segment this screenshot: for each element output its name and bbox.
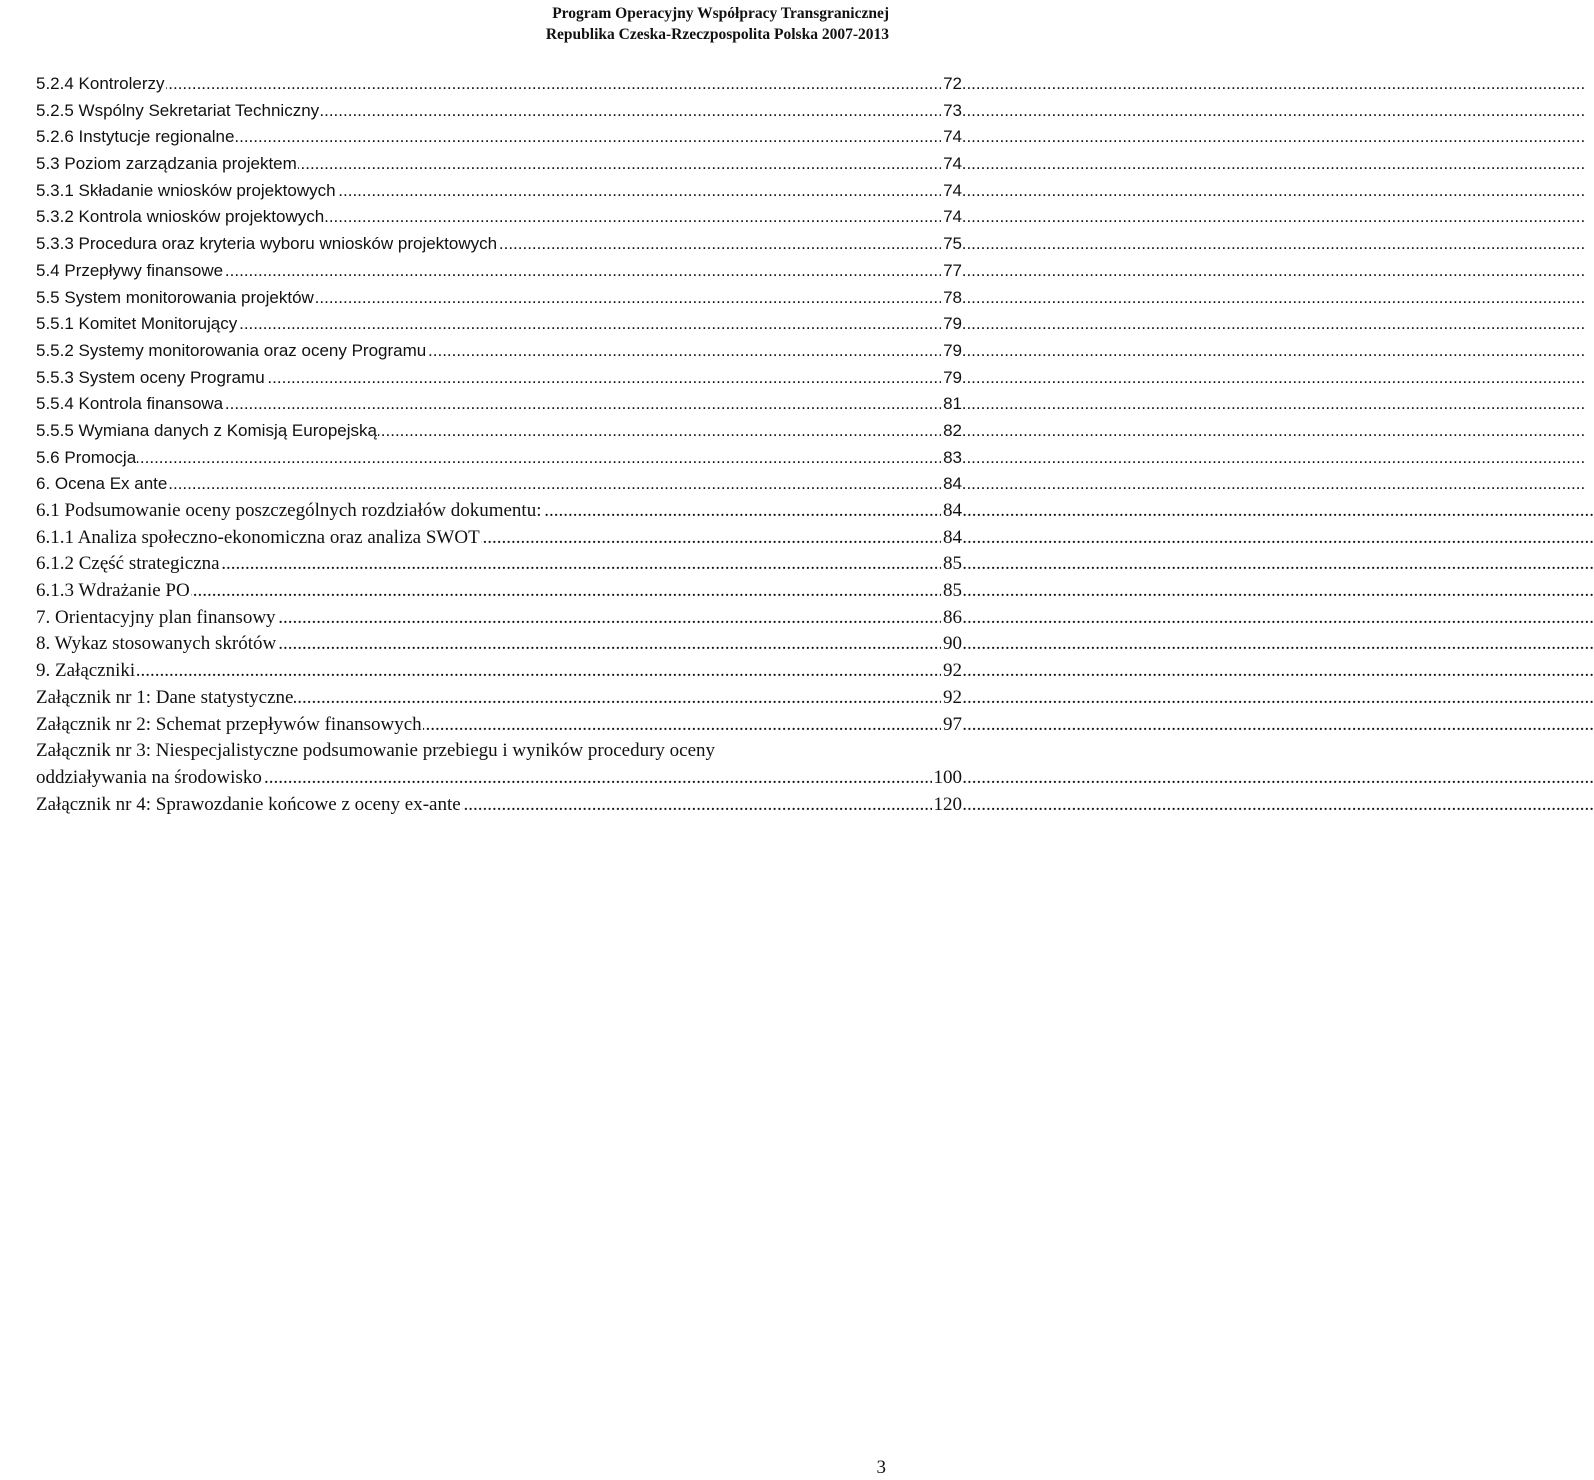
toc-entry-title: 5.6 Promocja [36,447,137,467]
toc-entry[interactable] [36,391,962,418]
toc-entry-title: 6.1.1 Analiza społeczno-ekonomiczna oraz analiza SWOT [36,526,480,548]
toc-entry-page: 79 [941,338,962,365]
toc-entry-title: 9. Załączniki [36,660,136,682]
toc-entry[interactable] [36,525,962,552]
toc-entry-title: 5.2.6 Instytucje regionalne [36,127,235,147]
toc-entry-page: 78 [941,285,962,312]
toc-entry[interactable] [36,685,962,712]
toc-entry[interactable] [36,578,962,605]
toc-entry[interactable] [36,471,962,498]
toc-entry[interactable] [36,765,962,792]
toc-entry[interactable] [36,311,962,338]
toc-entry-page: 85 [941,578,962,605]
toc-entry-title: 5.3.2 Kontrola wniosków projektowych [36,207,325,227]
toc-entry-page: 74 [941,124,962,151]
toc-entry-title: 7. Orientacyjny plan finansowy [36,606,276,628]
toc-entry-page: 75 [941,231,962,258]
toc-entry-title: 5.5.3 System oceny Programu [36,367,265,387]
toc-entry[interactable] [36,498,962,525]
toc-entry-page: 97 [941,712,962,739]
toc-entry-title: 8. Wykaz stosowanych skrótów [36,633,277,655]
toc-entry-page: 77 [941,258,962,285]
toc-entry-title: 5.2.5 Wspólny Sekretariat Techniczny [36,100,320,120]
toc-entry-page: 100 [932,765,963,792]
toc-entry-title: 6. Ocena Ex ante [36,474,168,494]
table-of-contents [36,71,962,818]
toc-entry-page: 79 [941,365,962,392]
toc-entry[interactable] [36,551,962,578]
toc-entry-title: 5.5.4 Kontrola finansowa [36,394,224,414]
toc-entry-title: 5.5.5 Wymiana danych z Komisją Europejską [36,420,377,440]
toc-entry[interactable] [36,605,962,632]
toc-entry[interactable] [36,712,962,739]
toc-entry[interactable] [36,71,962,98]
toc-entry[interactable] [36,658,962,685]
toc-entry[interactable] [36,418,962,445]
toc-entry-title: 6.1.3 Wdrażanie PO [36,580,190,602]
toc-entry-page: 84 [941,498,962,525]
toc-entry[interactable] [36,445,962,472]
toc-entry-title: 6.1 Podsumowanie oceny poszczególnych rozdziałów dokumentu: [36,500,542,521]
toc-entry-page: 92 [941,685,962,712]
toc-entry-page: 92 [941,658,962,685]
toc-entry[interactable] [36,631,962,658]
toc-entry-title: 5.2.4 Kontrolerzy [36,74,165,93]
toc-entry[interactable] [36,258,962,285]
toc-entry-page: 82 [941,418,962,445]
toc-entry-title: 5.3 Poziom zarządzania projektem [36,154,297,174]
toc-entry-title: Załącznik nr 1: Dane statystyczne [36,686,294,708]
toc-entry[interactable] [36,124,962,151]
toc-entry[interactable] [36,738,962,765]
toc-entry-page: 72 [941,71,962,98]
document-header [546,3,889,45]
toc-entry[interactable] [36,792,962,819]
toc-entry[interactable] [36,365,962,392]
header-program-subtitle: Republika Czeska-Rzeczpospolita Polska 2007-2013 [545,26,889,43]
toc-entry-title: 5.3.1 Składanie wniosków projektowych [36,180,336,200]
toc-entry-page: 74 [941,204,962,231]
toc-entry-title: Załącznik nr 4: Sprawozdanie końcowe z oceny ex-ante [36,793,461,815]
toc-entry[interactable] [36,151,962,178]
toc-entry-page: 84 [941,525,962,552]
toc-entry-title: 5.5.1 Komitet Monitorujący [36,314,238,334]
header-program-title: Program Operacyjny Współpracy Transgranicznej [552,5,889,22]
toc-entry-page: 79 [941,311,962,338]
toc-entry-title: 5.5 System monitorowania projektów [36,287,314,307]
toc-entry-page: 74 [941,151,962,178]
toc-entry-title: 5.4 Przepływy finansowe [36,260,224,280]
toc-entry[interactable] [36,338,962,365]
toc-entry-page: 120 [932,792,963,819]
toc-entry-page: 90 [941,631,962,658]
toc-entry-page: 83 [941,445,962,472]
toc-entry-title: 5.3.3 Procedura oraz kryteria wyboru wniosków projektowych [36,234,498,254]
toc-entry-title: 6.1.2 Część strategiczna [36,553,220,575]
toc-entry-title: Załącznik nr 2: Schemat przepływów finansowych [36,713,422,735]
toc-entry-page: 84 [941,471,962,498]
toc-entry-page: 81 [941,391,962,418]
toc-entry-title: 5.5.2 Systemy monitorowania oraz oceny Programu [36,340,427,360]
toc-entry[interactable] [36,98,962,125]
toc-entry-page: 73 [941,98,962,125]
toc-entry-title: Załącznik nr 3: Niespecjalistyczne podsumowanie przebiegu i wyników procedury oceny [36,740,716,762]
toc-entry[interactable] [36,285,962,312]
toc-entry-page: 86 [941,605,962,632]
toc-entry[interactable] [36,178,962,205]
toc-entry-title: oddziaływania na środowisko [36,766,262,788]
toc-entry-page: 74 [941,178,962,205]
toc-entry[interactable] [36,204,962,231]
page-number: 3 [876,1457,886,1478]
toc-entry-page: 85 [941,551,962,578]
toc-entry[interactable] [36,231,962,258]
